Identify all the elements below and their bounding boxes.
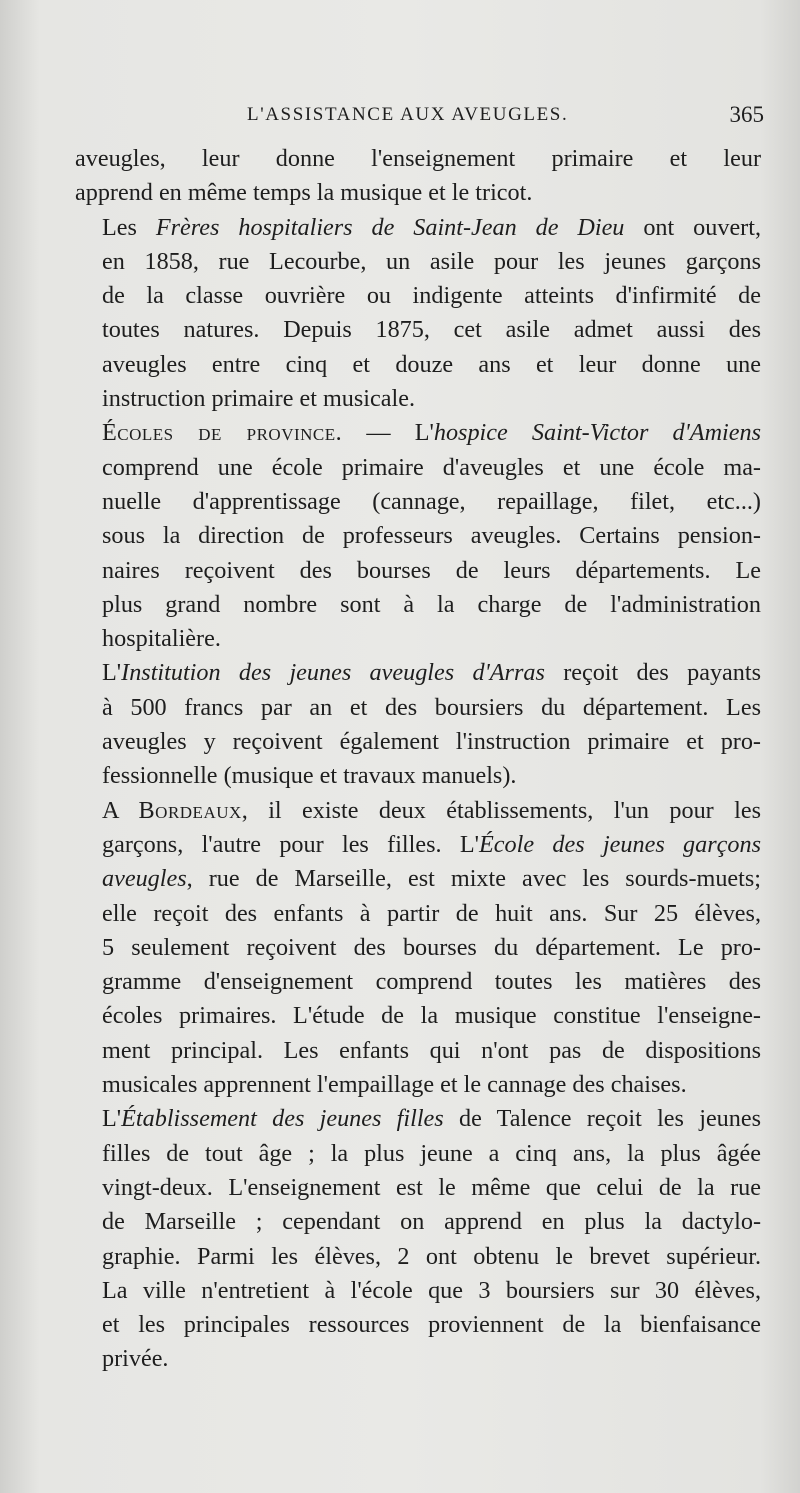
paragraph [75,211,761,417]
text-line: vingt-deux. L'enseignement est le même que celui de la rue [102,1173,761,1201]
text-line: en 1858, rue Lecourbe, un asile pour les jeunes garçons [102,247,761,275]
text-line: plus grand nombre sont à la charge de l'administration [102,590,761,618]
body-text [75,142,761,1377]
running-title: L'ASSISTANCE AUX AVEUGLES. [247,104,569,125]
text-line: naires reçoivent des bourses de leurs départements. Le [102,556,761,584]
page-header [0,104,800,134]
text-line: apprend en même temps la musique et le tricot. [75,179,533,207]
text-line: gramme d'enseignement comprend toutes les matières des [102,968,761,996]
italic-title: Institution des jeunes aveugles d'Arras [121,659,545,687]
text-line: filles de tout âge ; la plus jeune a cinq ans, la plus âgée [102,1139,761,1167]
paragraph [75,142,761,211]
paragraph [75,794,761,1103]
italic-title: hospice Saint-Victor d'Amiens [433,419,761,447]
text-line: hospitalière. [102,625,221,653]
text-line: aveugles entre cinq et douze ans et leur donne une [102,350,761,378]
text-line: écoles primaires. L'étude de la musique constitue l'enseigne- [102,1002,761,1030]
text-line: de la classe ouvrière ou indigente atteints d'infirmité de [102,282,761,310]
paragraph [75,416,761,656]
text-line: privée. [102,1345,169,1373]
text-line: sous la direction de professeurs aveugles. Certains pension- [102,522,761,550]
text-line: aveugles y reçoivent également l'instruction primaire et pro- [102,728,761,756]
text-line: aveugles, rue de Marseille, est mixte avec les sourds-muets; [102,865,761,893]
italic-title: Établissement des jeunes filles [121,1105,444,1133]
text-line: graphie. Parmi les élèves, 2 ont obtenu le brevet supérieur. [102,1242,761,1270]
small-caps-heading: Bordeaux [138,796,242,824]
text-line: garçons, l'autre pour les filles. L'École des jeunes garçons [102,830,761,858]
text-line: Les Frères hospitaliers de Saint-Jean de Dieu ont ouvert, [102,213,761,241]
text-line: nuelle d'apprentissage (cannage, repaillage, filet, etc...) [102,487,761,515]
text-line: et les principales ressources proviennent de la bienfaisance [102,1311,761,1339]
text-line: L'Établissement des jeunes filles de Talence reçoit les jeunes [102,1105,762,1133]
paragraph [75,656,761,793]
text-line: comprend une école primaire d'aveugles et une école ma- [102,453,761,481]
text-line: elle reçoit des enfants à partir de huit ans. Sur 25 élèves, [102,899,761,927]
text-line: A Bordeaux, il existe deux établissements, l'un pour les [102,796,761,824]
text-line: musicales apprennent l'empaillage et le cannage des chaises. [102,1071,687,1099]
page-number: 365 [729,102,764,127]
text-line: 5 seulement reçoivent des bourses du département. Le pro- [102,933,761,961]
text-line: ment principal. Les enfants qui n'ont pas de dispositions [102,1036,761,1064]
paragraph [75,1102,761,1376]
text-line: fessionnelle (musique et travaux manuels). [102,762,517,790]
text-line: La ville n'entretient à l'école que 3 boursiers sur 30 élèves, [102,1276,761,1304]
text-line: aveugles, leur donne l'enseignement primaire et leur [75,145,761,172]
text-line: L'Institution des jeunes aveugles d'Arras reçoit des payants [102,659,761,687]
text-line: à 500 francs par an et des boursiers du département. Les [102,693,761,721]
text-line: Écoles de province. — L'hospice Saint-Victor d'Amiens [102,419,761,447]
text-line: instruction primaire et musicale. [102,385,415,413]
text-line: toutes natures. Depuis 1875, cet asile admet aussi des [102,316,761,344]
italic-title: Frères hospitaliers de Saint-Jean de Dieu [155,213,625,241]
small-caps-heading: Écoles de province. [102,419,343,447]
text-line: de Marseille ; cependant on apprend en plus la dactylo- [102,1208,761,1236]
italic-title: aveugles [102,865,187,893]
italic-title: École des jeunes garçons [479,830,761,858]
